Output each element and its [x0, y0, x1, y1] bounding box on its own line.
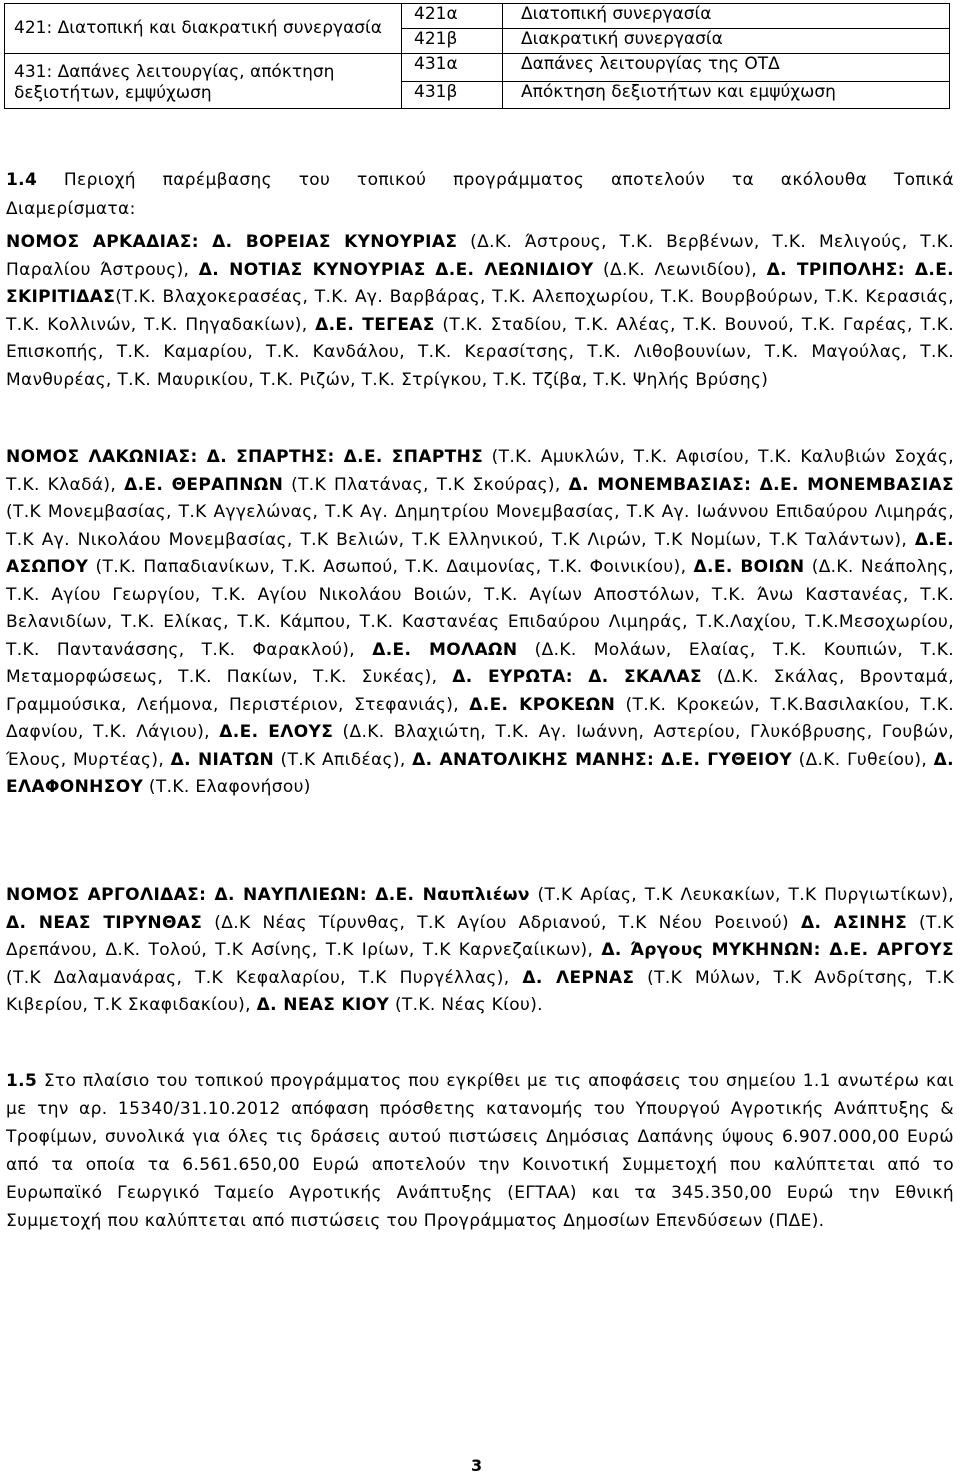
table-desc-cell: Απόκτηση δεξιοτήτων και εμψύχωση — [503, 81, 950, 109]
text-run: (Τ.Κ. Βλαχοκερασέας, Τ.Κ. Αγ. Βαρβάρας, Τ.Κ. Αλεποχωρίου, Τ.Κ. Βουρβούρων, Τ.Κ. Κερασιάς, Τ.Κ. Κολλινών, Τ.Κ. Πηγαδακίων), — [6, 287, 954, 335]
bold-run: Δ. ΛΕΡΝΑΣ — [522, 967, 635, 988]
table-code-cell: 421β — [402, 29, 503, 54]
bold-run: Δ. ΝΕΑΣ ΤΙΡΥΝΘΑΣ — [6, 912, 203, 933]
text-run: (Δ.Κ. Λεωνιδίου), — [593, 259, 767, 280]
section-number: 1.5 — [6, 1071, 38, 1091]
bold-run: ΝΟΜΟΣ ΛΑΚΩΝΙΑΣ: Δ. ΣΠΑΡΤΗΣ: Δ.Ε. ΣΠΑΡΤΗΣ — [6, 447, 484, 467]
table-row — [5, 4, 950, 29]
text-run: (Δ.Κ Νέας Τίρυνθας, Τ.Κ Αγίου Αδριανού, Τ.Κ Νέου Ροεινού) — [202, 912, 801, 933]
text-run: (Δ.Κ. Βλαχιώτη, Τ.Κ. Αγ. Ιωάννη, Αστερίου, Γλυκόβρυσης, Γουβών, Έλους, Μυρτέας), — [6, 722, 954, 770]
section-1-4 — [6, 166, 954, 224]
lakonia-paragraph — [6, 444, 954, 802]
measures-table — [4, 3, 950, 109]
text-run: (Τ.Κ. Σταδίου, Τ.Κ. Αλέας, Τ.Κ. Βουνού, Τ.Κ. Γαρέας, Τ.Κ. Επισκοπής, Τ.Κ. Καμαρίου, Τ.Κ. Κανδάλου, Τ.Κ. Κερασίτσης, Τ.Κ. Λιθοβουνίων, Τ.Κ. Μαγούλας, Τ.Κ. Μανθυρέας, Τ.Κ. Μαυρικίου, Τ.Κ. Ριζών, Τ.Κ. Στρίγκου, Τ.Κ. Τζίβα, Τ.Κ. Ψηλής Βρύσης) — [6, 314, 954, 390]
bold-run: Δ.Ε. ΜΟΛΑΩΝ — [372, 639, 518, 660]
text-run: (Τ.Κ. Ελαφονήσου) — [143, 777, 311, 797]
bold-run: Δ. ΝΙΑΤΩΝ — [170, 749, 275, 770]
text-run: (Δ.Κ. Μολάων, Ελαίας, Τ.Κ. Κουπιών, Τ.Κ. Μεταμορφώσεως, Τ.Κ. Πακίων, Τ.Κ. Συκέας), — [6, 639, 954, 687]
section-number: 1.4 — [6, 170, 38, 190]
bold-run: Δ. ΕΥΡΩΤΑ: Δ. ΣΚΑΛΑΣ — [452, 667, 702, 687]
text-run: (Τ.Κ. Νέας Κίου). — [389, 995, 543, 1015]
bold-run: Δ. ΑΝΑΤΟΛΙΚΗΣ ΜΑΝΗΣ: Δ.Ε. ΓΥΘΕΙΟΥ — [412, 749, 793, 770]
bold-run: Δ. ΤΡΙΠΟΛΗΣ: Δ.Ε. ΣΚΙΡΙΤΙΔΑΣ — [6, 259, 954, 308]
text-run: (Τ.Κ Απιδέας), — [274, 749, 413, 770]
section-1-5 — [6, 1067, 954, 1235]
text-run: (Τ.Κ. Αμυκλών, Τ.Κ. Αφισίου, Τ.Κ. Καλυβιών Σοχάς, Τ.Κ. Κλαδά), — [6, 447, 954, 495]
text-run: (Τ.Κ Αρίας, Τ.Κ Λευκακίων, Τ.Κ Πυργιωτίκων), — [529, 885, 954, 905]
bold-run: Δ.Ε. ΘΕΡΑΠΝΩΝ — [124, 474, 284, 495]
arkadia-paragraph — [6, 229, 954, 395]
table-code-cell: 431β — [402, 81, 503, 109]
bold-run: Δ.Ε. ΤΕΓΕΑΣ — [315, 314, 435, 335]
table-code-cell: 431α — [402, 54, 503, 82]
table-desc-cell: Δαπάνες λειτουργίας της ΟΤΔ — [503, 54, 950, 82]
bold-run: Δ.Ε. ΚΡΟΚΕΩΝ — [469, 694, 616, 715]
section-text: Στο πλαίσιο του τοπικού προγράμματος που εγκρίθει με τις αποφάσεις του σημείου 1.1 ανωτέρω και με την αρ. 15340/31.10.2012 απόφαση πρόσθετης κατανομής του Υπουργού Αγροτικής Ανάπτυξης & Τροφίμων, συνολικά για όλες τις δράσεις αυτού πιστώσεις Δημόσιας Δαπάνης ύψους 6.907.000,00 Ευρώ από τα οποία τα 6.561.650,00 Ευρώ αποτελούν την Κοινοτική Συμμετοχή που καλύπτεται από το Ευρωπαϊκό Γεωργικό Ταμείο Αγροτικής Ανάπτυξης (ΕΓΤΑΑ) και τα 345.350,00 Ευρώ την Εθνική Συμμετοχή που καλύπτεται από πιστώσεις του Προγράμματος Δημοσίων Επενδύσεων (ΠΔΕ). — [6, 1071, 954, 1231]
table-desc-cell: Διατοπική συνεργασία — [503, 4, 950, 29]
text-run: (Τ.Κ Πλατάνας, Τ.Κ Σκούρας), — [283, 474, 569, 495]
table-code-cell: 421α — [402, 4, 503, 29]
table-category-cell: 421: Διατοπική και διακρατική συνεργασία — [5, 4, 402, 54]
argolida-paragraph — [6, 882, 954, 1020]
text-run: (Τ.Κ. Κροκεών, Τ.Κ.Βασιλακίου, Τ.Κ. Δαφνίου, Τ.Κ. Λάγιου), — [6, 694, 954, 742]
bold-run: ΝΟΜΟΣ ΑΡΚΑΔΙΑΣ: Δ. ΒΟΡΕΙΑΣ ΚΥΝΟΥΡΙΑΣ — [6, 232, 458, 252]
text-run: (Τ.Κ Δαλαμανάρας, Τ.Κ Κεφαλαρίου, Τ.Κ Πυργέλλας), — [6, 967, 523, 988]
text-run: (Δ.Κ. Σκάλας, Βρονταμά, Γραμμούσικα, Λεήμονα, Περιστέριον, Στεφανιάς), — [6, 667, 954, 715]
bold-run: Δ.Ε. ΑΣΩΠΟΥ — [6, 529, 954, 577]
section-text: Περιοχή παρέμβασης του τοπικού προγράμματος αποτελούν τα ακόλουθα Τοπικά Διαμερίσματα: — [6, 170, 954, 219]
bold-run: Δ. ΑΣΙΝΗΣ — [800, 912, 908, 933]
text-run: (Τ.Κ Δρεπάνου, Δ.Κ. Τολού, Τ.Κ Ασίνης, Τ.Κ Ιρίων, Τ.Κ Καρνεζαίικων), — [6, 912, 954, 960]
bold-run: Δ.Ε. ΕΛΟΥΣ — [219, 722, 334, 742]
bold-run: ΝΟΜΟΣ ΑΡΓΟΛΙΔΑΣ: Δ. ΝΑΥΠΛΙΕΩΝ: Δ.Ε. Ναυπλιέων — [6, 885, 530, 905]
text-run: (Δ.Κ. Νεάπολης, Τ.Κ. Αγίου Γεωργίου, Τ.Κ. Αγίου Νικολάου Βοιών, Τ.Κ. Αγίων Αποστόλων, Τ.Κ. Άνω Καστανέας, Τ.Κ. Βελανιδίων, Τ.Κ. Ελίκας, Τ.Κ. Κάμπου, Τ.Κ. Καστανέας Επιδαύρου Λιμηράς, Τ.Κ.Λαχίου, Τ.Κ.Μεσοχωρίου, Τ.Κ. Παντανάσσης, Τ.Κ. Φαρακλού), — [6, 557, 954, 660]
page-number: 3 — [471, 1456, 483, 1475]
text-run: (Δ.Κ. Γυθείου), — [792, 749, 934, 770]
bold-run: Δ. ΝΟΤΙΑΣ ΚΥΝΟΥΡΙΑΣ — [198, 259, 426, 280]
bold-run: Δ. ΜΟΝΕΜΒΑΣΙΑΣ: Δ.Ε. ΜΟΝΕΜΒΑΣΙΑΣ — [568, 474, 954, 495]
bold-run: Δ.Ε. ΒΟΙΩΝ — [693, 557, 805, 577]
table-row — [5, 54, 950, 82]
text-run: (Τ.Κ Μύλων, Τ.Κ Ανδρίτσης, Τ.Κ Κιβερίου, Τ.Κ Σκαφιδακίου), — [6, 967, 954, 1015]
table-desc-cell: Διακρατική συνεργασία — [503, 29, 950, 54]
bold-run: Δ. ΕΛΑΦΟΝΗΣΟΥ — [6, 749, 954, 797]
text-run — [426, 260, 436, 280]
bold-run: Δ.Ε. ΛΕΩΝΙΔΙΟΥ — [435, 259, 594, 280]
text-run: (Τ.Κ Μονεμβασίας, Τ.Κ Αγγελώνας, Τ.Κ Αγ. Δημητρίου Μονεμβασίας, Τ.Κ Αγ. Ιωάννου Επιδαύρου Λιμηράς, Τ.Κ Αγ. Νικολάου Μονεμβασίας, Τ.Κ Βελιών, Τ.Κ Ελληνικού, Τ.Κ Λιρών, Τ.Κ Νομίων, Τ.Κ Ταλάντων), — [6, 502, 954, 550]
text-run: (Τ.Κ. Παπαδιανίκων, Τ.Κ. Ασωπού, Τ.Κ. Δαιμονίας, Τ.Κ. Φοινικίου), — [88, 557, 694, 577]
bold-run: Δ. ΝΕΑΣ ΚΙΟΥ — [256, 995, 390, 1015]
text-run: (Δ.Κ. Άστρους, Τ.Κ. Βερβένων, Τ.Κ. Μελιγούς, Τ.Κ. Παραλίου Άστρους), — [6, 232, 954, 280]
bold-run: Δ. Άργους ΜΥΚΗΝΩΝ: Δ.Ε. ΑΡΓΟΥΣ — [601, 940, 954, 960]
table-category-cell: 431: Δαπάνες λειτουργίας, απόκτηση δεξιοτήτων, εμψύχωση — [5, 54, 402, 109]
